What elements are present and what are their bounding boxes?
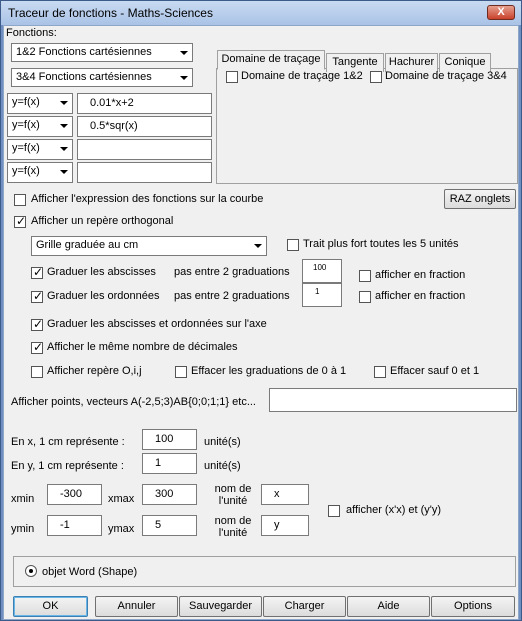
function-4-expression-input[interactable]: [77, 162, 212, 183]
raz-onglets-button[interactable]: RAZ onglets: [444, 189, 516, 209]
function-2-type-value: y=f(x): [12, 119, 40, 131]
graduer-abscisses-label: Graduer les abscisses: [47, 266, 156, 278]
pas-y-label: pas entre 2 graduations: [174, 290, 290, 302]
meme-decimales-checkbox[interactable]: [31, 342, 43, 354]
domaine-3-4-label: Domaine de traçage 3&4: [385, 70, 507, 82]
chevron-down-icon[interactable]: [56, 95, 71, 110]
aide-button[interactable]: Aide: [347, 596, 430, 617]
afficher-expression-label: Afficher l'expression des fonctions sur la courbe: [31, 193, 264, 205]
pas-x-label: pas entre 2 graduations: [174, 266, 290, 278]
ymax-value: 5: [155, 519, 162, 531]
effacer-0-1-checkbox[interactable]: [175, 366, 187, 378]
close-button[interactable]: X: [487, 5, 515, 20]
afficher-xy-label: afficher (x'x) et (y'y): [346, 504, 442, 516]
domaine-1-2-checkbox[interactable]: [226, 71, 238, 83]
function-1-expression-input[interactable]: [77, 93, 212, 114]
nom-x-value: x: [274, 488, 280, 500]
trait-fort-label: Trait plus fort toutes les 5 unités: [303, 238, 459, 250]
fraction-x-label: afficher en fraction: [375, 269, 466, 281]
tab-domaine-de-tracage[interactable]: Domaine de traçage: [217, 50, 325, 70]
ymax-label: ymax: [108, 523, 135, 535]
echelle-x-value: 100: [155, 433, 174, 445]
function-2-type-select[interactable]: [7, 116, 73, 137]
charger-button[interactable]: Charger: [263, 596, 346, 617]
tab-hachurer[interactable]: Hachurer: [385, 53, 438, 72]
nom-unite-x-label: nom de l'unité: [214, 483, 252, 507]
objet-word-radio[interactable]: [25, 565, 37, 577]
ymin-input[interactable]: [47, 515, 102, 536]
annuler-button[interactable]: Annuler: [95, 596, 178, 617]
chevron-down-icon[interactable]: [176, 45, 191, 60]
graduer-abscisses-checkbox[interactable]: [31, 267, 43, 279]
echelle-y-label: En y, 1 cm représente :: [11, 460, 124, 472]
afficher-repere-checkbox[interactable]: [14, 216, 26, 228]
chevron-down-icon[interactable]: [56, 141, 71, 156]
fraction-x-checkbox[interactable]: [359, 270, 371, 282]
function-4-type-select[interactable]: [7, 162, 73, 183]
points-input[interactable]: [269, 388, 517, 412]
pas-y-input[interactable]: [302, 283, 342, 307]
fonctions-3-4-value: 3&4 Fonctions cartésiennes: [16, 71, 152, 83]
fonctions-1-2-select[interactable]: [11, 43, 193, 62]
nom-x-input[interactable]: [261, 484, 309, 505]
fonctions-3-4-select[interactable]: [11, 68, 193, 87]
xmax-value: 300: [155, 488, 174, 500]
function-3-expression-input[interactable]: [77, 139, 212, 160]
repere-oij-checkbox[interactable]: [31, 366, 43, 378]
xmin-input[interactable]: [47, 484, 102, 505]
points-label: Afficher points, vecteurs A(-2,5;3)AB{0;0;1;1} etc...: [11, 396, 256, 408]
pas-x-value: 100: [313, 263, 327, 272]
title-bar[interactable]: [1, 1, 521, 25]
dialog-client: [3, 25, 519, 620]
graduer-axe-checkbox[interactable]: [31, 319, 43, 331]
meme-decimales-label: Afficher le même nombre de décimales: [47, 341, 238, 353]
echelle-y-value: 1: [155, 457, 162, 469]
echelle-x-label: En x, 1 cm représente :: [11, 436, 125, 448]
ok-button[interactable]: OK: [13, 596, 88, 617]
function-1-type-select[interactable]: [7, 93, 73, 114]
function-3-type-value: y=f(x): [12, 142, 40, 154]
xmin-value: -300: [60, 488, 83, 500]
chevron-down-icon[interactable]: [250, 238, 265, 253]
xmin-label: xmin: [11, 493, 35, 505]
domaine-3-4-checkbox[interactable]: [370, 71, 382, 83]
function-4-type-value: y=f(x): [12, 165, 40, 177]
fonctions-label: Fonctions:: [6, 27, 57, 39]
function-3-type-select[interactable]: [7, 139, 73, 160]
graduer-ordonnees-label: Graduer les ordonnées: [47, 290, 160, 302]
function-1-type-value: y=f(x): [12, 96, 40, 108]
fraction-y-checkbox[interactable]: [359, 291, 371, 303]
ymin-label: ymin: [11, 523, 35, 535]
options-button[interactable]: Options: [431, 596, 515, 617]
graduer-axe-label: Graduer les abscisses et ordonnées sur l'axe: [47, 318, 267, 330]
effacer-0-1-label: Effacer les graduations de 0 à 1: [191, 365, 347, 377]
function-1-expression-value: 0.01*x+2: [90, 97, 134, 109]
chevron-down-icon[interactable]: [56, 164, 71, 179]
afficher-repere-label: Afficher un repère orthogonal: [31, 215, 174, 227]
tab-tangente[interactable]: Tangente: [326, 53, 384, 72]
effacer-sauf-label: Effacer sauf 0 et 1: [390, 365, 480, 377]
fonctions-1-2-value: 1&2 Fonctions cartésiennes: [16, 46, 152, 58]
echelle-y-input[interactable]: [142, 453, 197, 474]
tab-panel: [216, 68, 518, 184]
objet-word-label: objet Word (Shape): [42, 566, 138, 578]
chevron-down-icon[interactable]: [176, 70, 191, 85]
pas-y-value: 1: [315, 287, 320, 296]
echelle-x-unit: unité(s): [204, 436, 241, 448]
afficher-xy-checkbox[interactable]: [328, 505, 340, 517]
grille-value: Grille graduée au cm: [36, 239, 139, 251]
domaine-1-2-label: Domaine de traçage 1&2: [241, 70, 363, 82]
echelle-y-unit: unité(s): [204, 460, 241, 472]
grille-select[interactable]: [31, 236, 267, 256]
afficher-expression-checkbox[interactable]: [14, 194, 26, 206]
chevron-down-icon[interactable]: [56, 118, 71, 133]
ymax-input[interactable]: [142, 515, 197, 536]
trait-fort-checkbox[interactable]: [287, 239, 299, 251]
ymin-value: -1: [60, 519, 70, 531]
repere-oij-label: Afficher repère O,i,j: [47, 365, 142, 377]
function-2-expression-value: 0.5*sqr(x): [90, 120, 138, 132]
tab-conique[interactable]: Conique: [439, 53, 491, 72]
window-title: Traceur de fonctions - Maths-Sciences: [8, 6, 213, 20]
xmax-label: xmax: [108, 493, 135, 505]
effacer-sauf-checkbox[interactable]: [374, 366, 386, 378]
graduer-ordonnees-checkbox[interactable]: [31, 291, 43, 303]
xmax-input[interactable]: [142, 484, 197, 505]
fraction-y-label: afficher en fraction: [375, 290, 466, 302]
nom-y-input[interactable]: [261, 515, 309, 536]
nom-unite-y-label: nom de l'unité: [214, 515, 252, 539]
function-2-expression-input[interactable]: [77, 116, 212, 137]
echelle-x-input[interactable]: [142, 429, 197, 450]
sauvegarder-button[interactable]: Sauvegarder: [179, 596, 262, 617]
nom-y-value: y: [274, 519, 280, 531]
pas-x-input[interactable]: [302, 259, 342, 283]
